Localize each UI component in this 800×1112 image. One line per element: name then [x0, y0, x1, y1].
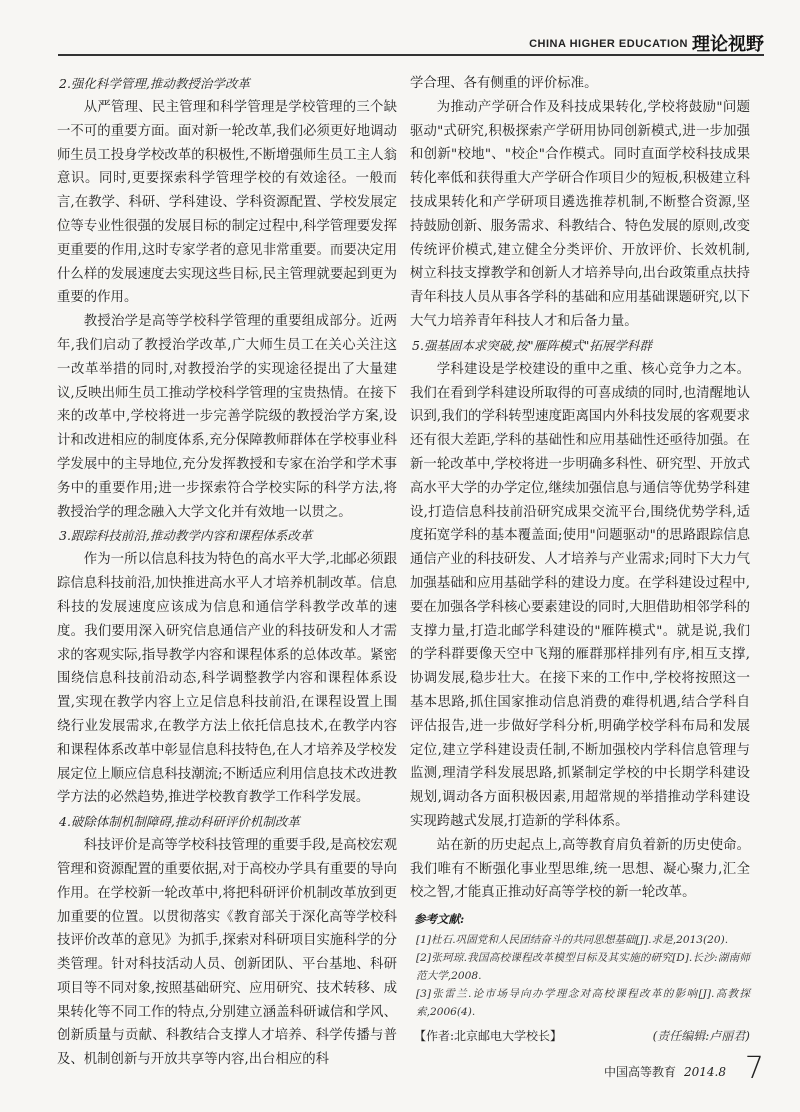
- right-column-body: [410, 72, 750, 905]
- paragraph: 科技评价是高等学校科技管理的重要手段,是高校宏观管理和资源配置的重要依据,对于高校办学具有重要的导向作用。在学校新一轮改革中,将把科研评价机制改革放到更加重要的位置。以贯彻落实《教育部关于深化高等学校科技评价改革的意见》为抓手,探索对科研项目实施科学的分类管理。针对科技活动人员、创新团队、平台基地、科研项目等不同对象,按照基础研究、应用研究、技术转移、成果转化等不同工作的特点,分别建立涵盖科研诚信和学风、创新质量与贡献、科教结合支撑人才培养、科学传播与普及、机制创新与开放共享等内容,出台相应的科: [57, 838, 397, 1068]
- section-heading: 3.跟踪科技前沿,推动教学内容和课程体系改革: [59, 528, 313, 544]
- footer-issue: 2014.8: [684, 1065, 726, 1079]
- page-number: 7: [744, 1051, 764, 1086]
- journal-english-name: CHINA HIGHER EDUCATION: [529, 38, 688, 50]
- paragraph: 教授治学是高等学校科学管理的重要组成部分。近两年,我们启动了教授治学改革,广大师生员工在关心关注这一改革举措的同时,对教授治学的实现途径提出了大量建议,反映出师生员工推动学校科学管理的宝贵热情。在接下来的改革中,学校将进一步完善学院级的教授治学方案,设计和改进相应的制度体系,充分保障教师群体在学校事业科学发展中的主导地位,充分发挥教授和专家在治学和学术事务中的重要作用;进一步探索符合学校实际的科学方法,将教授治学的理念融入大学文化并有效地一以贯之。: [57, 314, 397, 520]
- paragraph: 站在新的历史起点上,高等教育肩负着新的历史使命。我们唯有不断强化事业型思维,统一思想、凝心聚力,汇全校之智,才能真正推动好高等学校的新一轮改革。: [410, 837, 750, 901]
- paragraph: 学科建设是学校建设的重中之重、核心竞争力之本。我们在看到学科建设所取得的可喜成绩的同时,也清醒地认识到,我们的学科转型速度距离国内外科技发展的客观要求还有很大差距,学科的基础性和应用基础性还亟待加强。在新一轮改革中,学校将进一步明确多科性、研究型、开放式高水平大学的办学定位,继续加强信息与通信等优势学科建设,打造信息科技前沿研究成果交流平台,围绕优势学科,适度拓宽学科的基本覆盖面;使用"问题驱动"的思路跟踪信息通信产业的科技研发、人才培养与产业需求;同时下大力气加强基础和应用基础学科的建设力度。在学科建设过程中,要在加强各学科核心要素建设的同时,大胆借助相邻学科的支撑力量,打造北邮学科建设的"雁阵模式"。就是说,我们的学科群要像天空中飞翔的雁群那样排列有序,相互支撑,协调发展,稳步壮大。在接下来的工作中,学校将按照这一基本思路,抓住国家推动信息消费的难得机遇,结合学科自评估报告,进一步做好学科分析,明确学校学科布局和发展定位,建立学科建设责任制,不断加强校内学科信息管理与监测,理清学科发展思路,抓紧制定学校的中长期学科建设规划,调动各方面积极因素,用超常规的举措推动学科建设实现跨越式发展,打造新的学科体系。: [410, 361, 750, 829]
- references-title: 参考文献:: [414, 912, 465, 927]
- references: [410, 909, 750, 1021]
- right-column: [410, 72, 750, 1047]
- header-rule: [58, 54, 764, 56]
- paragraph: 从严管理、民主管理和科学管理是学校管理的三个缺一不可的重要方面。面对新一轮改革,我们必须更好地调动师生员工投身学校改革的积极性,不断增强师生员工主人翁意识。同时,更要探索科学管理学校的有效途径。一般而言,在教学、科研、学科建设、学科资源配置、学校发展定位等专业性很强的发展目标的制定过程中,科学管理要发挥更重要的作用,这时专家学者的意见非常重要。而要决定用什么样的发展速度去实现这些目标,民主管理就要起到更为重要的作用。: [57, 100, 397, 306]
- paragraph: 作为一所以信息科技为特色的高水平大学,北邮必须跟踪信息科技前沿,加快推进高水平人才培养机制改革。信息科技的发展速度应该成为信息和通信学科教学改革的速度。我们要用深入研究信息通信产业的科技研发和人才需求的客观实际,指导教学内容和课程体系的总体改革。紧密围绕信息科技前沿动态,科学调整教学内容和课程体系设置,实现在教学内容上立足信息科技前沿,在课程设置上围绕行业发展需求,在教学方法上依托信息技术,在教学内容和课程体系改革中彰显信息科技特色,在人才培养及学校发展定位上顺应信息科技潮流;不断适应利用信息技术改进教学方法的必然趋势,推进学校教育教学工作科学发展。: [57, 552, 397, 806]
- paragraph: 为推动产学研合作及科技成果转化,学校将鼓励"问题驱动"式研究,积极探索产学研用协同创新模式,进一步加强和创新"校地"、"校企"合作模式。同时直面学校科技成果转化率低和获得重大产学研合作项目少的短板,积极建立科技成果转化和产学研项目遴选推荐机制,不断整合资源,坚持鼓励创新、服务需求、科教结合、特色发展的原则,改变传统评价模式,建立健全分类评价、开放评价、长效机制,树立科技支撑教学和创新人才培养导向,出台政策重点扶持青年科技人员从事各学科的基础和应用基础课题研究,以下大气力培养青年科技人才和后备力量。: [410, 99, 750, 329]
- reference-item: [2]张珂琼.我国高校课程改革模型目标及其实施的研究[D].长沙:湖南师范大学,2008.: [416, 952, 750, 983]
- reference-item: [3]张雷兰.论市场导向办学理念对高校课程改革的影响[J].高教探索,2006(4).: [416, 988, 750, 1019]
- editor-note: (责任编辑:卢丽君): [652, 1029, 750, 1044]
- left-column: [57, 72, 397, 1072]
- footer-journal-name: 中国高等教育: [603, 1065, 676, 1079]
- page-footer: [444, 1051, 764, 1086]
- footer-journal: [604, 1063, 726, 1080]
- paragraph-continuation: 学合理、各有侧重的评价标准。: [410, 76, 598, 91]
- section-heading: 4.破除体制机制障碍,推动科研评价机制改革: [59, 814, 300, 830]
- author-note: 【作者:北京邮电大学校长】: [414, 1029, 563, 1044]
- reference-list: [410, 931, 750, 1021]
- section-heading: 2.强化科学管理,推动教授治学改革: [59, 76, 250, 91]
- section-title: 理论视野: [692, 34, 764, 55]
- page-header: [0, 30, 800, 56]
- reference-item: [1]杜石.巩固党和人民团结奋斗的共同思想基础[J].求是,2013(20).: [416, 934, 729, 947]
- section-heading: 5.强基固本求突破,按"雁阵模式"拓展学科群: [412, 337, 652, 353]
- author-line: [410, 1025, 750, 1047]
